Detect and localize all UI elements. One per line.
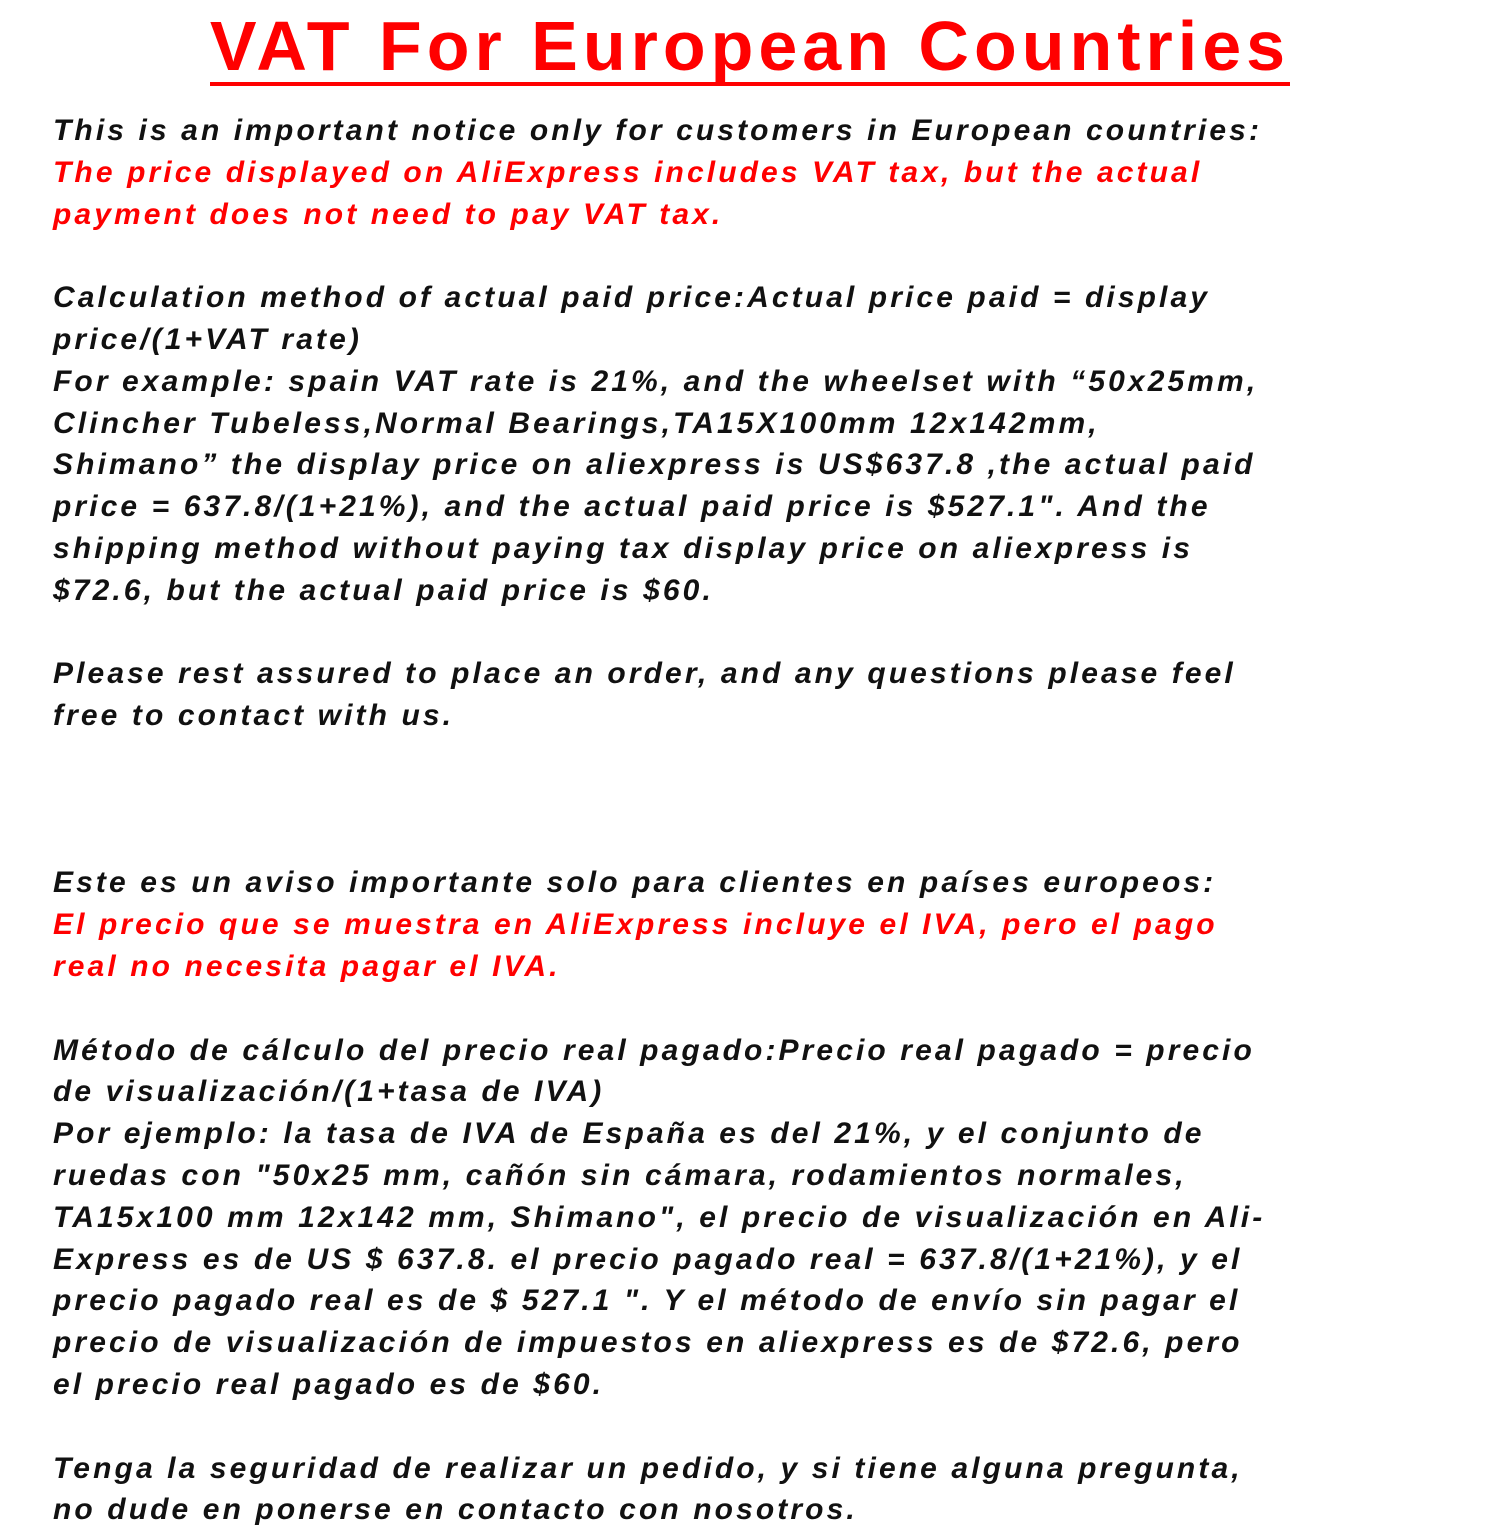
page-title [0,4,1500,88]
english-calculation-line: price = 637.8/(1+21%), and the actual paid price is $527.1". And the [53,490,1211,524]
spacer [53,779,1463,821]
spanish-notice: Este es un aviso importante solo para clientes en países europeos: [53,866,1217,900]
english-calculation-line: Clincher Tubeless,Normal Bearings,TA15X100mm 12x142mm, [53,406,1100,440]
spacer [53,988,1463,1030]
spanish-highlight-line: real no necesita pagar el IVA. [53,949,561,983]
page-title-text: VAT For European Countries [209,7,1291,85]
spacer [53,235,1463,277]
english-calculation-line: shipping method without paying tax display price on aliexpress is [53,531,1194,565]
spanish-calculation-line: Método de cálculo del precio real pagado:Precio real pagado = precio [53,1033,1255,1067]
english-closing-line: Please rest assured to place an order, and any questions please feel [53,657,1236,691]
spanish-calculation-line: TA15x100 mm 12x142 mm, Shimano", el precio de visualización en Ali- [53,1200,1266,1234]
spanish-calculation-line: el precio real pagado es de $60. [53,1367,605,1401]
spanish-calculation-line: de visualización/(1+tasa de IVA) [53,1075,605,1109]
spacer [53,1406,1463,1448]
english-calculation-line: For example: spain VAT rate is 21%, and the wheelset with “50x25mm, [53,364,1259,398]
english-highlight-line: The price displayed on AliExpress includes VAT tax, but the actual [53,155,1203,189]
notice-content [53,110,1463,1531]
spacer [53,612,1463,654]
english-closing-line: free to contact with us. [53,699,455,733]
spanish-calculation-line: ruedas con "50x25 mm, cañón sin cámara, rodamientos normales, [53,1158,1187,1192]
spanish-closing-line: Tenga la seguridad de realizar un pedido, y si tiene alguna pregunta, [53,1451,1243,1485]
english-calculation-line: Shimano” the display price on aliexpress is US$637.8 ,the actual paid [53,448,1256,482]
spacer [53,737,1463,779]
english-calculation-line: $72.6, but the actual paid price is $60. [53,573,714,607]
spanish-calculation-line: Por ejemplo: la tasa de IVA de España es del 21%, y el conjunto de [53,1117,1205,1151]
english-highlight-line: payment does not need to pay VAT tax. [53,197,724,231]
english-notice: This is an important notice only for customers in European countries: [53,114,1263,147]
spanish-calculation-line: precio pagado real es de $ 527.1 ". Y el método de envío sin pagar el [53,1284,1241,1318]
spanish-calculation-line: Express es de US $ 637.8. el precio pagado real = 637.8/(1+21%), y el [53,1242,1243,1276]
spanish-closing-line: no dude en ponerse en contacto con nosotros. [53,1493,858,1527]
english-calculation-line: Calculation method of actual paid price:Actual price paid = display [53,281,1211,315]
spanish-calculation-line: precio de visualización de impuestos en aliexpress es de $72.6, pero [53,1326,1243,1360]
english-calculation-line: price/(1+VAT rate) [53,322,362,356]
spanish-highlight-line: El precio que se muestra en AliExpress incluye el IVA, pero el pago [53,908,1218,942]
spacer [53,821,1463,863]
